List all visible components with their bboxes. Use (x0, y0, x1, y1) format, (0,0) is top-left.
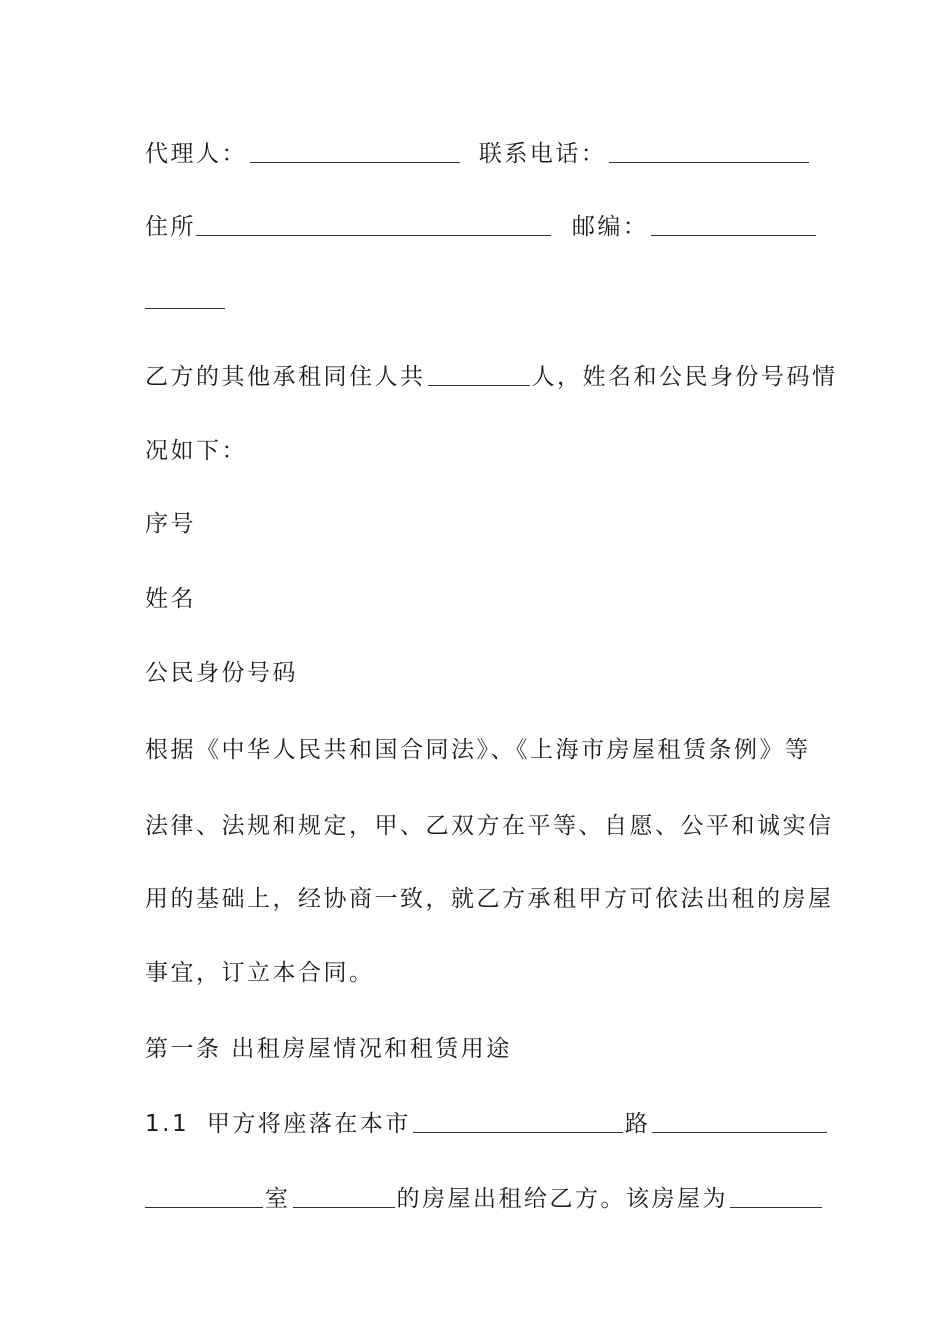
clause-1-1-line-1 (145, 1109, 807, 1139)
preamble-line-4: 事宜，订立本合同。 (145, 960, 375, 986)
header-id-text: 公民身份号码 (145, 660, 298, 686)
preamble-line-3: 用的基础上，经协商一致，就乙方承租甲方可依法出租的房屋 (145, 886, 834, 912)
postcode-label: 邮编： (571, 214, 649, 240)
address-line (145, 212, 807, 242)
agent-line (145, 139, 807, 169)
number-blank (145, 1187, 263, 1208)
address-label: 住所 (145, 214, 196, 240)
room-blank (293, 1187, 395, 1208)
cotenants-count-blank (428, 365, 530, 386)
preamble-line-2: 法律、法规和规定，甲、乙双方在平等、自愿、公平和诚实信 (145, 813, 834, 839)
cotenants-continuation-text: 况如下： (145, 438, 247, 464)
header-seq (145, 509, 807, 539)
clause-1-1-text-a: 甲方将座落在本市 (206, 1111, 411, 1137)
city-blank (413, 1112, 623, 1133)
preamble-line-1: 根据《中华人民共和国合同法》、《上海市房屋租赁条例》等 (145, 737, 811, 763)
cotenants-prefix: 乙方的其他承租同住人共 (145, 364, 426, 390)
agent-label: 代理人： (145, 141, 247, 167)
postcode-continuation (145, 285, 807, 315)
header-name (145, 584, 807, 614)
cotenants-continuation (145, 436, 807, 466)
clause-1-1-number: 1.1 (145, 1111, 190, 1137)
postcode-blank-continued (145, 288, 225, 309)
house-type-blank (730, 1187, 822, 1208)
clause-1-1-text-d: 的房屋出租给乙方。该房屋为 (396, 1186, 728, 1212)
agent-blank (250, 142, 460, 163)
article-1-title: 第一条 出租房屋情况和租赁用途 (145, 1036, 512, 1062)
header-id (145, 658, 807, 688)
header-name-text: 姓名 (145, 586, 196, 612)
clause-1-1-text-b: 路 (624, 1111, 651, 1137)
address-blank (196, 215, 551, 236)
clause-1-1-line-2 (145, 1184, 807, 1214)
phone-blank (609, 142, 809, 163)
clause-1-1-text-c: 室 (265, 1186, 291, 1212)
postcode-blank (651, 215, 816, 236)
road-blank (652, 1112, 827, 1133)
phone-label: 联系电话： (478, 141, 607, 167)
cotenants-line (145, 362, 838, 392)
header-seq-text: 序号 (145, 511, 196, 537)
cotenants-suffix: 人，姓名和公民身份号码情 (531, 364, 838, 390)
